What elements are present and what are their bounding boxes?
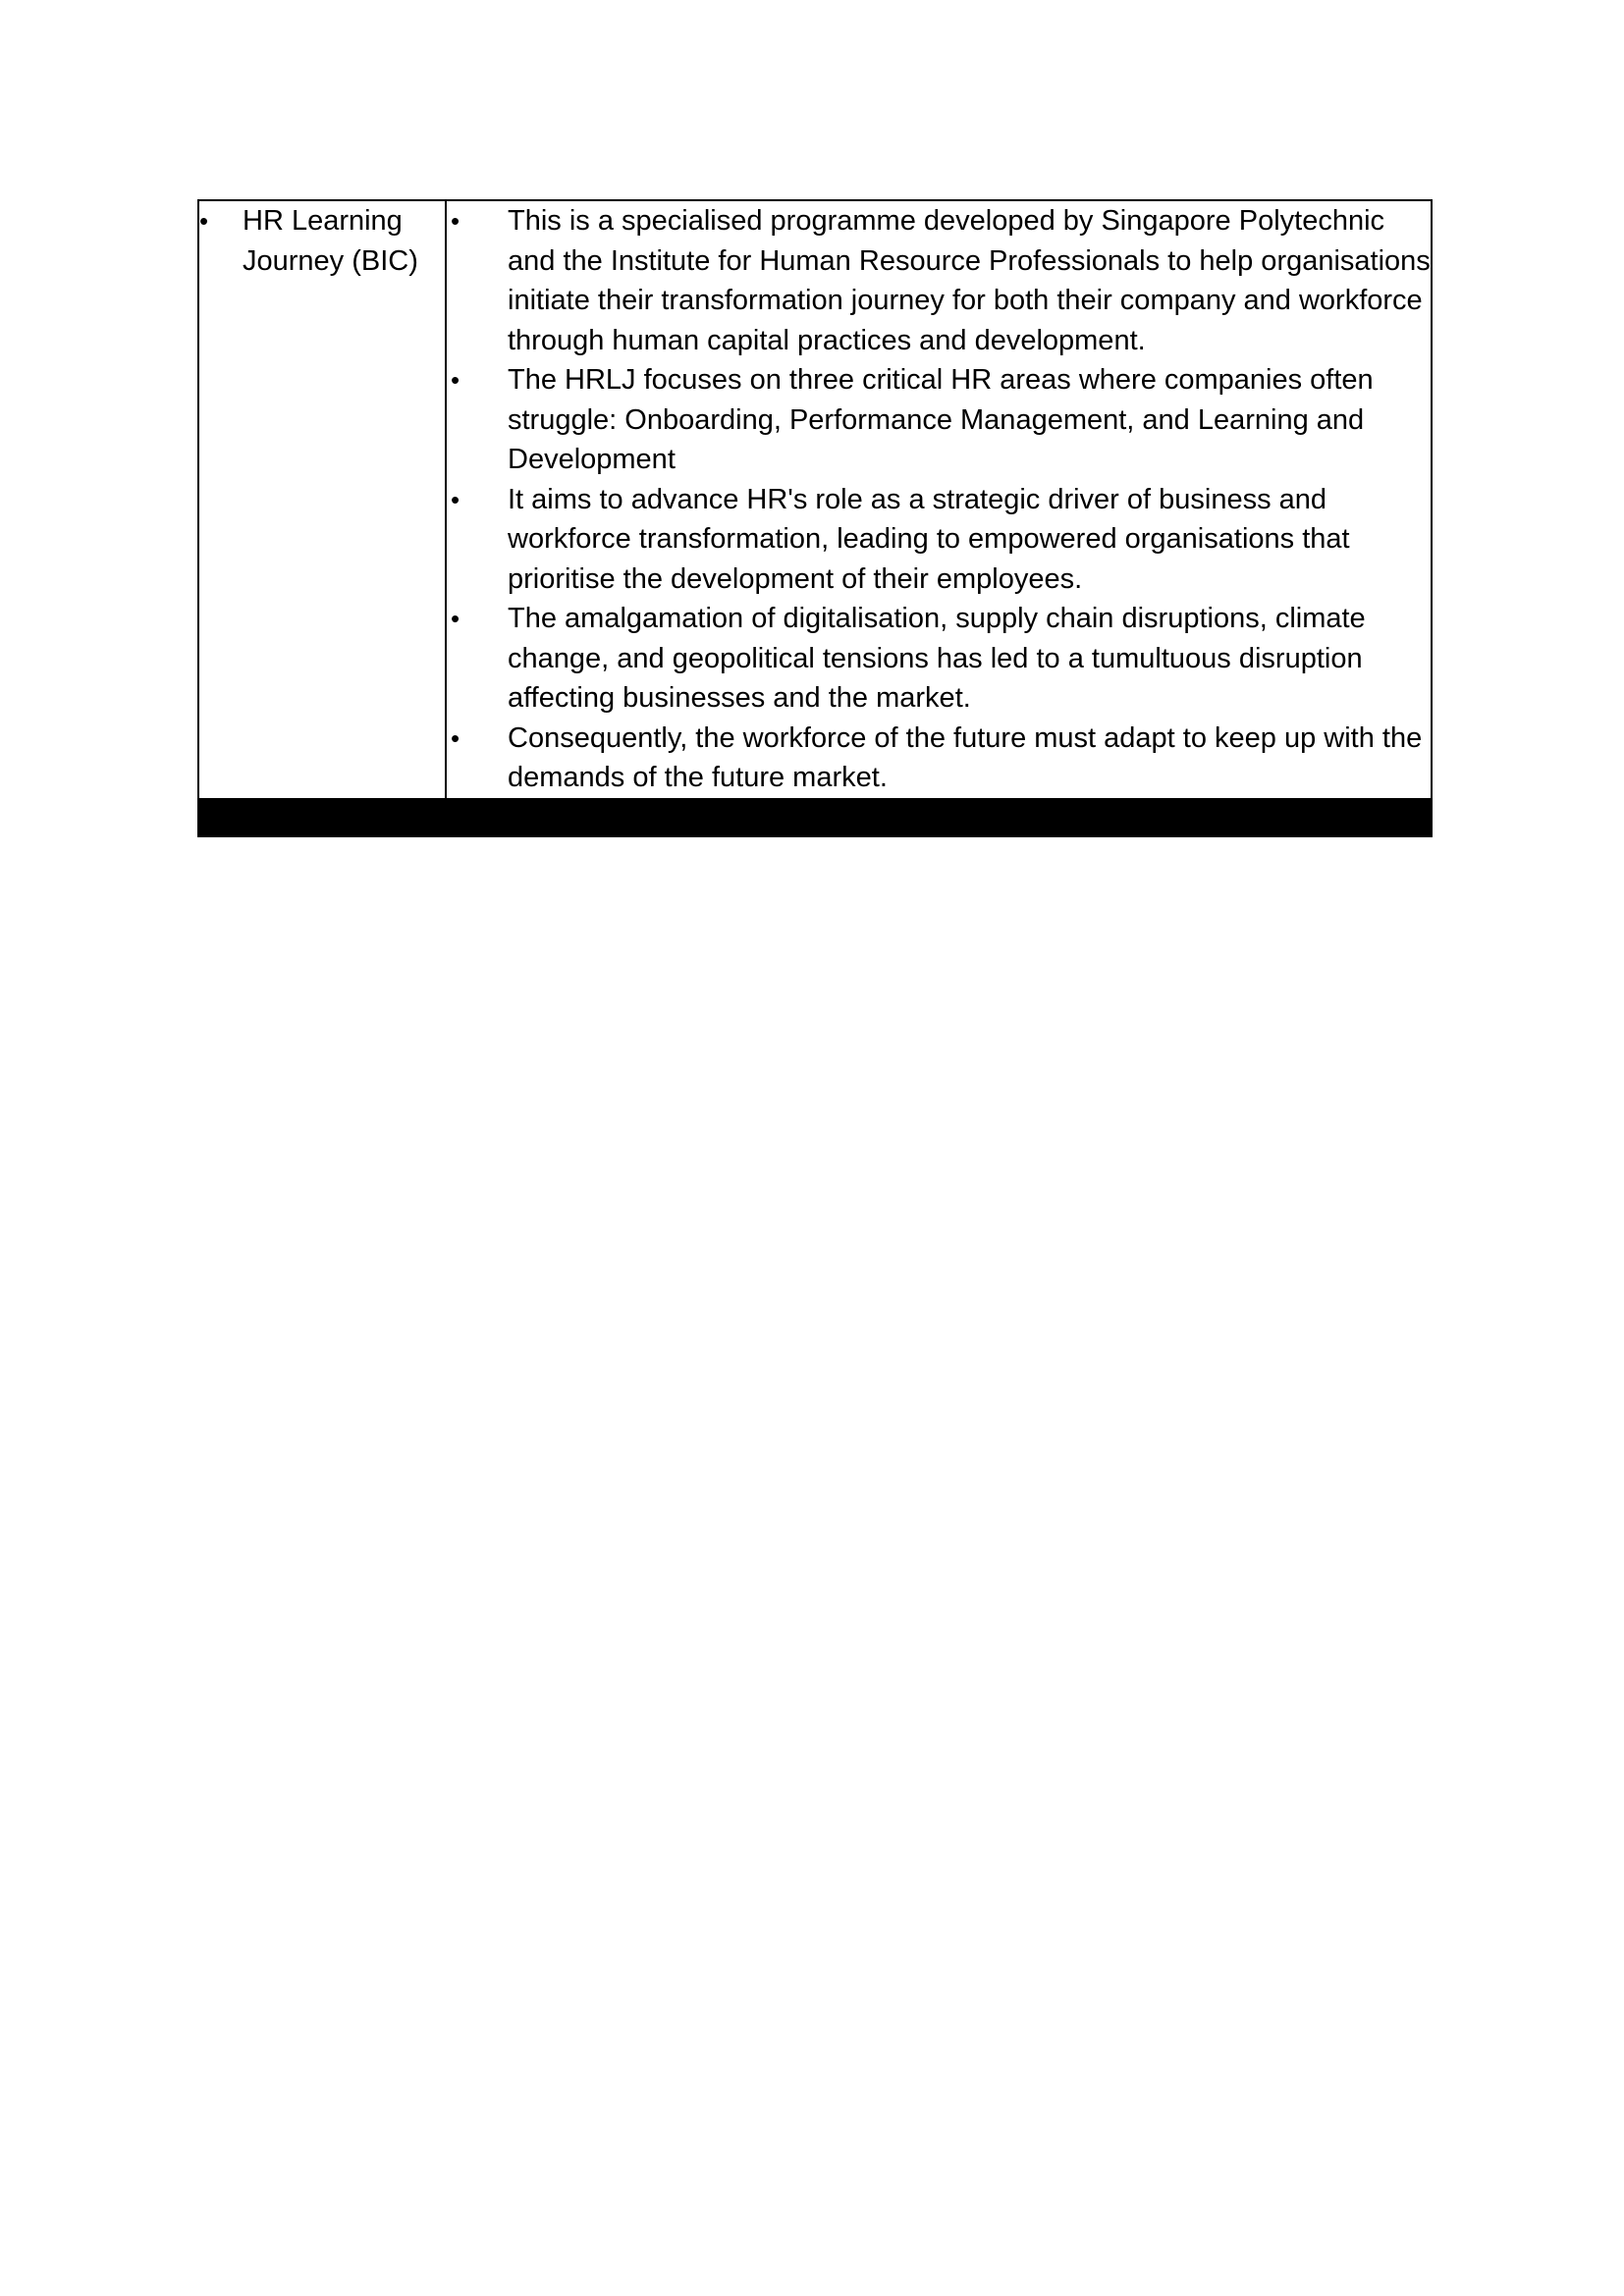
list-item	[447, 360, 1431, 480]
list-item-label: Consequently, the workforce of the future must adapt to keep up with the demands of the future market.	[508, 721, 1423, 793]
list-item	[447, 201, 1431, 360]
bullet-icon: •	[451, 206, 460, 236]
list-item	[447, 719, 1431, 798]
list-item	[447, 599, 1431, 719]
table-cell-black-left	[198, 799, 446, 836]
bullet-icon: •	[451, 484, 460, 514]
table-cell-programme-description	[446, 200, 1432, 799]
content-table	[197, 199, 1433, 837]
bullet-icon: •	[199, 206, 209, 236]
black-fill-block	[199, 800, 445, 835]
table-cell-programme-name	[198, 200, 446, 799]
list-item-label: The amalgamation of digitalisation, supply chain disruptions, climate change, and geopolitical tensions has led to a tumultuous disruption affecting businesses and the market.	[508, 603, 1366, 714]
bullet-icon: •	[451, 722, 460, 753]
list-item	[447, 480, 1431, 600]
list-item	[199, 201, 445, 281]
list-item-label: This is a specialised programme developed by Singapore Polytechnic and the Institute for Human Resource Professionals to help organisations initiate their transformation journey for both their company and workforce through human capital practices and development.	[508, 205, 1431, 356]
table-row	[198, 200, 1432, 799]
bullet-icon: •	[451, 365, 460, 395]
black-fill-block	[447, 800, 1431, 835]
list-item-label: The HRLJ focuses on three critical HR areas where companies often struggle: Onboarding, Performance Management, and Learning and Development	[508, 364, 1374, 475]
programme-name-list	[199, 201, 445, 281]
list-item-label: HR Learning Journey (BIC)	[243, 205, 418, 277]
bullet-icon: •	[451, 604, 460, 633]
table-row-filled-black	[198, 799, 1432, 836]
table-body	[198, 200, 1432, 836]
table-cell-black-right	[446, 799, 1432, 836]
programme-description-list	[447, 201, 1431, 798]
list-item-label: It aims to advance HR's role as a strategic driver of business and workforce transformation, leading to empowered organisations that prioritise the development of their employees.	[508, 483, 1350, 595]
